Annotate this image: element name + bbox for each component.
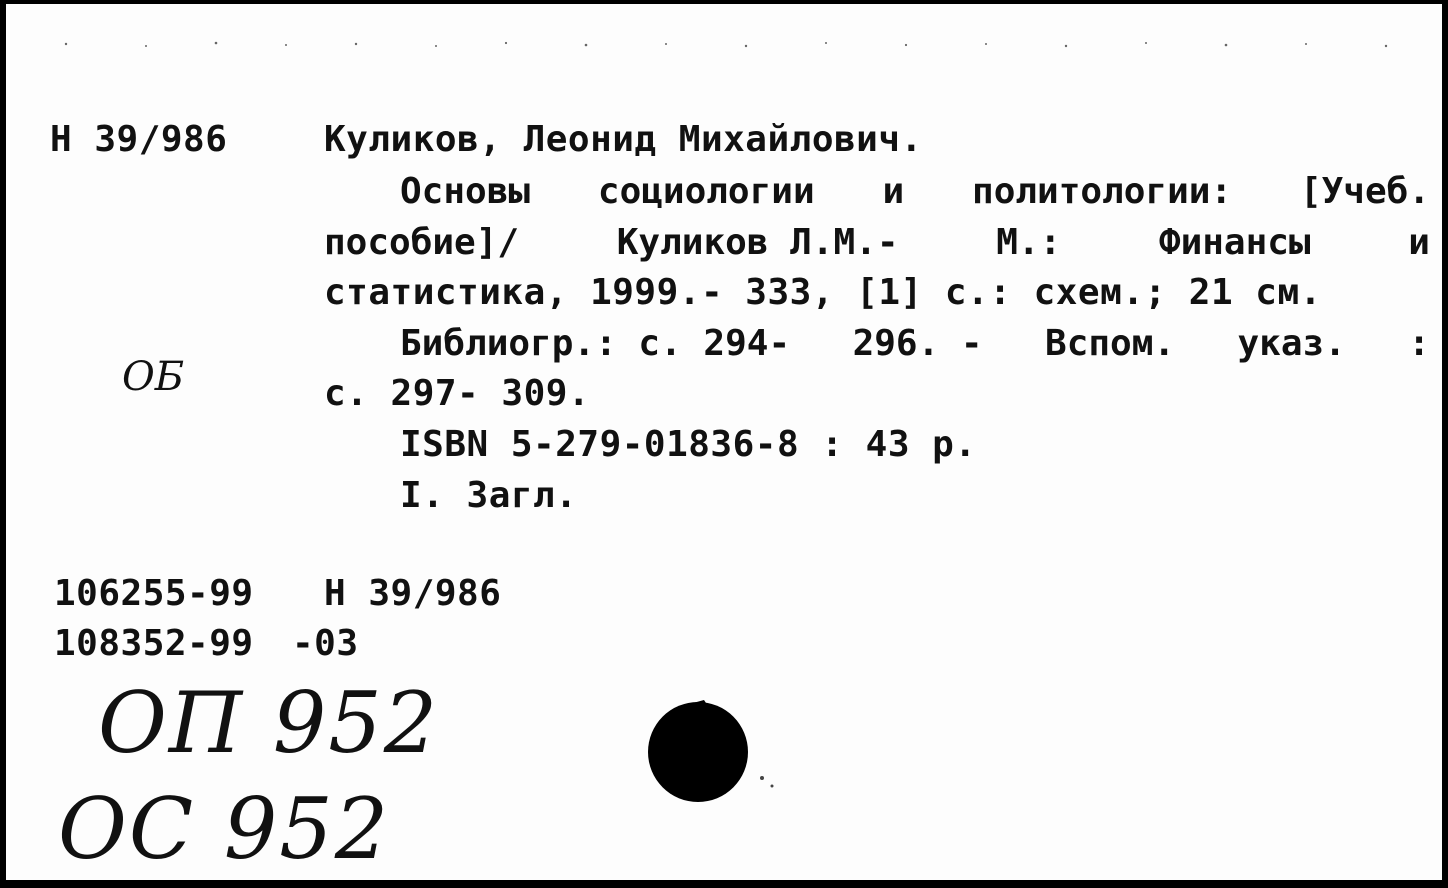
- notes-line-1: [400, 323, 1430, 364]
- title-line-2: [324, 222, 1430, 263]
- handwritten-note-2: ОС 952: [58, 780, 391, 878]
- notes-part: 296. -: [852, 323, 983, 364]
- scan-noise-dots: [26, 34, 1426, 56]
- title-word: Основы: [400, 171, 531, 212]
- title-word: М.:: [996, 222, 1062, 263]
- notes-line-2: с. 297- 309.: [324, 373, 591, 414]
- title-word: и: [882, 171, 905, 212]
- notes-part: :: [1408, 323, 1430, 364]
- title-word: и: [1408, 222, 1430, 263]
- title-word: пособие]/: [324, 222, 520, 263]
- title-line-1: [400, 171, 1430, 212]
- inventory-number: 108352-99: [54, 623, 254, 664]
- isbn-line: ISBN 5-279-01836-8 : 43 р.: [400, 424, 977, 465]
- call-number: Н 39/986: [50, 119, 228, 160]
- notes-part: Вспом.: [1045, 323, 1176, 364]
- title-line-3: статистика, 1999.- 333, [1] с.: схем.; 21 см.: [324, 272, 1322, 313]
- notes-part: Библиогр.: с. 294-: [400, 323, 791, 364]
- handwritten-mark: ОБ: [122, 354, 185, 400]
- title-word: Куликов Л.М.-: [616, 222, 899, 263]
- notes-part: указ.: [1237, 323, 1346, 364]
- title-word: социологии: [597, 171, 815, 212]
- inventory-number: 106255-99: [54, 573, 254, 614]
- inventory-code: -03: [292, 623, 359, 664]
- punch-hole: [642, 698, 792, 808]
- title-word: Финансы: [1158, 222, 1311, 263]
- inventory-code: Н 39/986: [324, 573, 502, 614]
- tracing-line: I. Загл.: [400, 475, 578, 516]
- handwritten-note-1: ОП 952: [98, 674, 440, 772]
- title-word: политологии:: [972, 171, 1233, 212]
- author-heading: Куликов, Леонид Михайлович.: [324, 119, 923, 160]
- title-word: [Учеб.: [1299, 171, 1430, 212]
